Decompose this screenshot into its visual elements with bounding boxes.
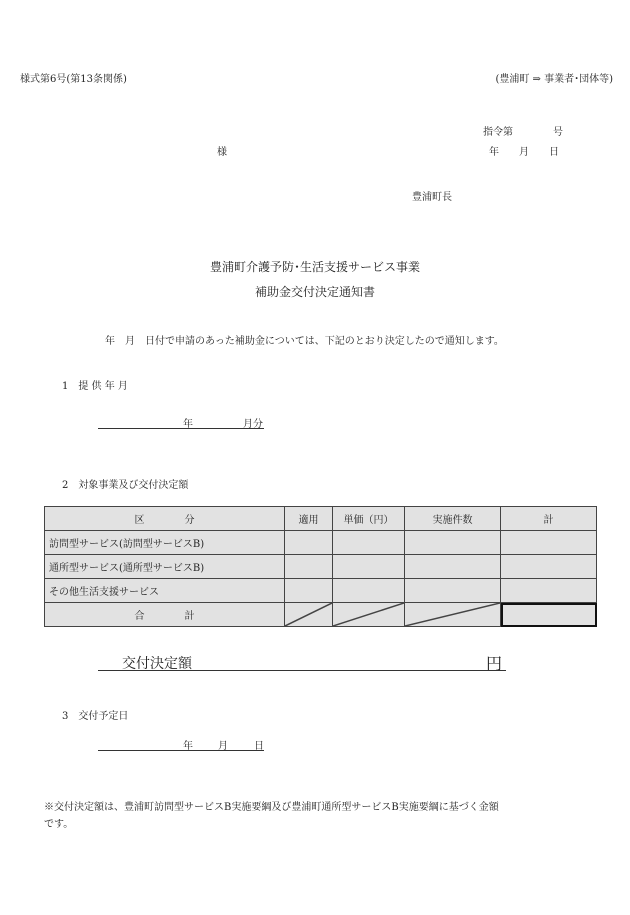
section-3-year: 年 — [183, 741, 193, 752]
column-header: 適用 — [285, 507, 333, 531]
title-line-2: 補助金交付決定通知書 — [254, 285, 375, 299]
diagonal-strike — [333, 603, 404, 626]
count-cell[interactable] — [405, 555, 501, 579]
issue-date: 年 月 日 — [489, 147, 559, 158]
section-1-label: 1 提 供 年 月 — [62, 381, 128, 392]
amount-underline — [98, 670, 506, 671]
apply-cell[interactable] — [285, 531, 333, 555]
unit-price-cell[interactable] — [333, 531, 405, 555]
struck-cell — [285, 603, 333, 627]
sender: 豊浦町長 — [412, 192, 452, 203]
subtotal-cell[interactable] — [501, 555, 597, 579]
column-header: 実施件数 — [405, 507, 501, 531]
count-cell[interactable] — [405, 579, 501, 603]
section-1-month: 月分 — [243, 419, 263, 430]
section-1-year: 年 — [183, 419, 193, 430]
reference-number: 指令第 号 — [483, 127, 563, 138]
footnote-line-2: です。 — [44, 819, 74, 830]
table-row — [45, 531, 597, 555]
row-label: その他生活支援サービス — [45, 579, 285, 603]
column-header: 単価（円） — [333, 507, 405, 531]
table-total-row — [45, 603, 597, 627]
unit-price-cell[interactable] — [333, 579, 405, 603]
amount-unit: 円 — [486, 654, 503, 673]
subtotal-cell[interactable] — [501, 531, 597, 555]
section-3-month: 月 — [218, 741, 228, 752]
apply-cell[interactable] — [285, 579, 333, 603]
total-label: 合 計 — [45, 603, 285, 627]
flow-note: (豊浦町 ⇒ 事業者･団体等) — [495, 74, 613, 85]
unit-price-cell[interactable] — [333, 555, 405, 579]
row-label: 訪問型サービス(訪問型サービスB) — [45, 531, 285, 555]
count-cell[interactable] — [405, 531, 501, 555]
subtotal-cell[interactable] — [501, 579, 597, 603]
struck-cell — [333, 603, 405, 627]
recipient-suffix: 様 — [217, 147, 227, 158]
footnote-line-1: ※交付決定額は、豊浦町訪問型サービスB実施要綱及び豊浦町通所型サービスB実施要綱に基づく金額 — [44, 802, 499, 813]
table-row — [45, 579, 597, 603]
struck-cell — [405, 603, 501, 627]
diagonal-strike — [285, 603, 332, 626]
section-3-underline — [98, 750, 264, 751]
table-row — [45, 555, 597, 579]
intro-text: 年 月 日付で申請のあった補助金については、下記のとおり決定したので通知します。 — [105, 336, 504, 347]
column-header: 区 分 — [45, 507, 285, 531]
subsidy-table — [44, 506, 597, 627]
title-line-1: 豊浦町介護予防･生活支援サービス事業 — [209, 260, 420, 274]
row-label: 通所型サービス(通所型サービスB) — [45, 555, 285, 579]
table-header-row — [45, 507, 597, 531]
apply-cell[interactable] — [285, 555, 333, 579]
form-number: 様式第6号(第13条関係) — [20, 74, 127, 85]
section-2-label: 2 対象事業及び交付決定額 — [62, 480, 189, 491]
column-header: 計 — [501, 507, 597, 531]
section-3-label: 3 交付予定日 — [62, 711, 129, 722]
section-1-underline — [98, 428, 264, 429]
section-3-day: 日 — [254, 741, 264, 752]
diagonal-strike — [405, 603, 500, 626]
grand-total-cell[interactable] — [501, 603, 597, 627]
amount-label: 交付決定額 — [122, 656, 192, 672]
